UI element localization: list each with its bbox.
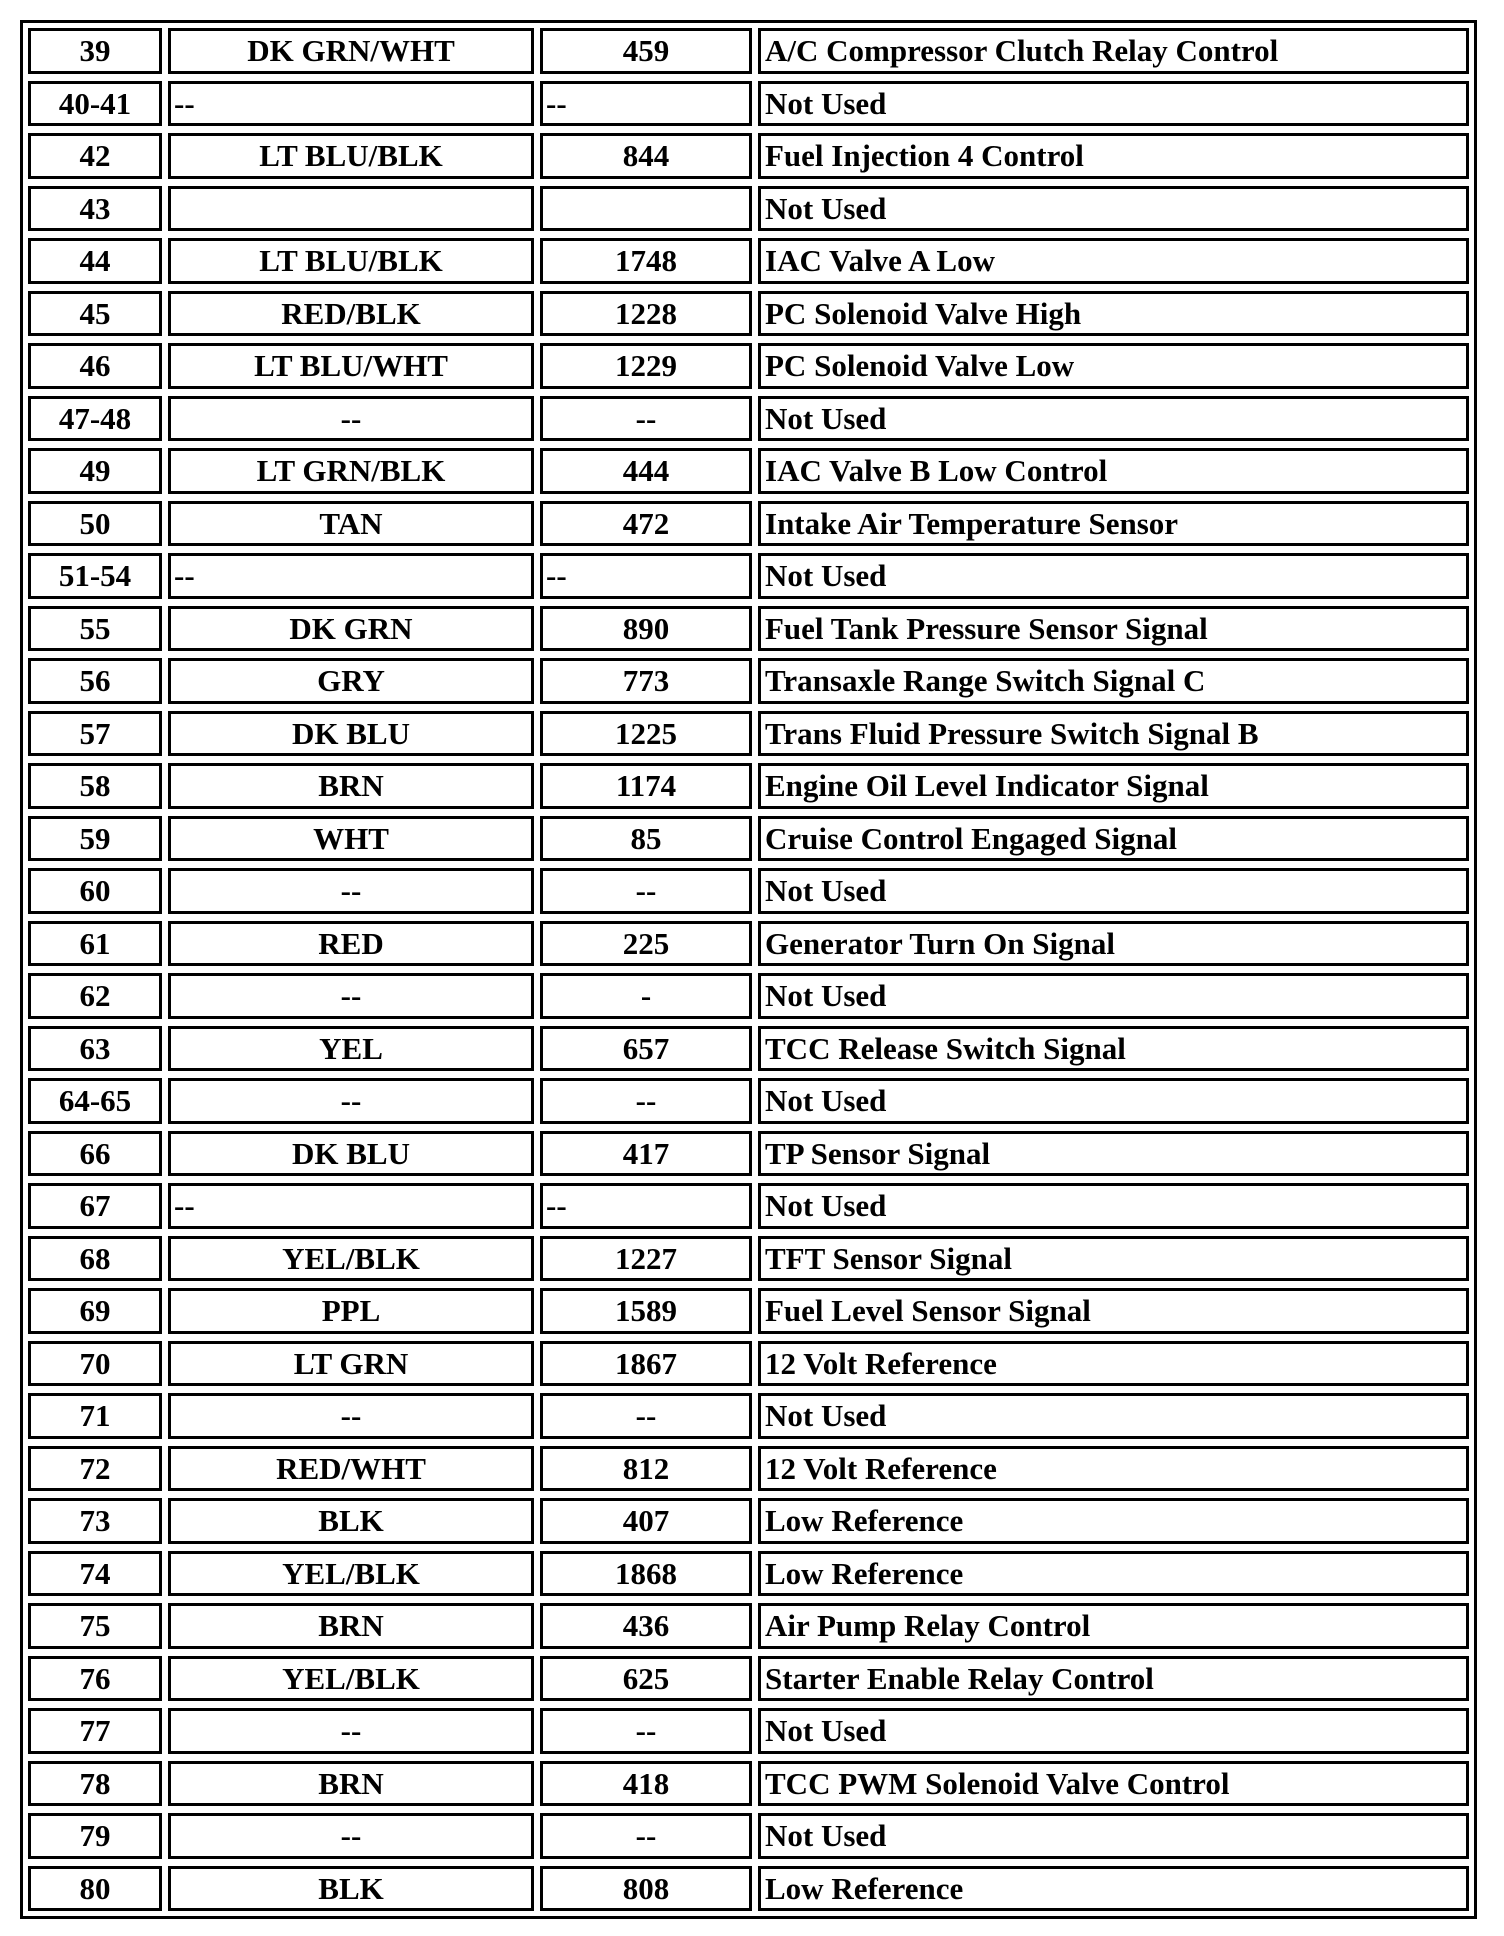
wire-color-cell: LT BLU/BLK <box>168 133 534 179</box>
circuit-number-cell: 1868 <box>540 1551 752 1597</box>
circuit-number-cell <box>540 186 752 232</box>
function-cell: Not Used <box>758 1183 1469 1229</box>
circuit-number-cell: 444 <box>540 448 752 494</box>
wire-color-cell: TAN <box>168 501 534 547</box>
pin-cell: 66 <box>28 1131 162 1177</box>
wire-color-cell: YEL/BLK <box>168 1236 534 1282</box>
circuit-number-cell: 812 <box>540 1446 752 1492</box>
pin-cell: 63 <box>28 1026 162 1072</box>
function-cell: TFT Sensor Signal <box>758 1236 1469 1282</box>
pin-cell: 76 <box>28 1656 162 1702</box>
wire-color-cell: DK BLU <box>168 1131 534 1177</box>
pin-cell: 61 <box>28 921 162 967</box>
function-cell: 12 Volt Reference <box>758 1341 1469 1387</box>
wire-color-cell: LT BLU/WHT <box>168 343 534 389</box>
circuit-number-cell: 890 <box>540 606 752 652</box>
circuit-number-cell: 418 <box>540 1761 752 1807</box>
function-cell: Cruise Control Engaged Signal <box>758 816 1469 862</box>
wire-color-cell: LT GRN/BLK <box>168 448 534 494</box>
wire-color-cell: RED/WHT <box>168 1446 534 1492</box>
function-cell: A/C Compressor Clutch Relay Control <box>758 28 1469 74</box>
circuit-number-cell: 1174 <box>540 763 752 809</box>
function-cell: PC Solenoid Valve Low <box>758 343 1469 389</box>
circuit-number-cell: -- <box>540 1078 752 1124</box>
wire-color-cell: -- <box>168 1078 534 1124</box>
wire-color-cell: -- <box>168 1393 534 1439</box>
function-cell: IAC Valve A Low <box>758 238 1469 284</box>
wire-color-cell: -- <box>168 1708 534 1754</box>
circuit-number-cell: 1589 <box>540 1288 752 1334</box>
circuit-number-cell: -- <box>540 553 752 599</box>
wire-color-cell: DK BLU <box>168 711 534 757</box>
function-cell: Not Used <box>758 973 1469 1019</box>
wire-color-cell: BRN <box>168 763 534 809</box>
pin-cell: 43 <box>28 186 162 232</box>
wire-color-cell: -- <box>168 868 534 914</box>
wire-color-cell: GRY <box>168 658 534 704</box>
wire-color-cell: -- <box>168 81 534 127</box>
wire-color-cell: BRN <box>168 1761 534 1807</box>
function-cell: Transaxle Range Switch Signal C <box>758 658 1469 704</box>
function-cell: Fuel Level Sensor Signal <box>758 1288 1469 1334</box>
circuit-number-cell: -- <box>540 1813 752 1859</box>
circuit-number-cell: 407 <box>540 1498 752 1544</box>
pin-cell: 39 <box>28 28 162 74</box>
function-cell: Fuel Injection 4 Control <box>758 133 1469 179</box>
function-cell: Not Used <box>758 396 1469 442</box>
pin-cell: 57 <box>28 711 162 757</box>
circuit-number-cell: -- <box>540 868 752 914</box>
wire-color-cell: DK GRN <box>168 606 534 652</box>
function-cell: Low Reference <box>758 1866 1469 1912</box>
circuit-number-cell: - <box>540 973 752 1019</box>
pin-cell: 47-48 <box>28 396 162 442</box>
function-cell: TCC Release Switch Signal <box>758 1026 1469 1072</box>
pin-cell: 50 <box>28 501 162 547</box>
function-cell: Not Used <box>758 553 1469 599</box>
pin-cell: 75 <box>28 1603 162 1649</box>
pin-cell: 62 <box>28 973 162 1019</box>
pin-cell: 42 <box>28 133 162 179</box>
pin-cell: 69 <box>28 1288 162 1334</box>
function-cell: Engine Oil Level Indicator Signal <box>758 763 1469 809</box>
pin-cell: 67 <box>28 1183 162 1229</box>
circuit-number-cell: 85 <box>540 816 752 862</box>
circuit-number-cell: 625 <box>540 1656 752 1702</box>
function-cell: Low Reference <box>758 1498 1469 1544</box>
circuit-number-cell: 472 <box>540 501 752 547</box>
pin-cell: 72 <box>28 1446 162 1492</box>
circuit-number-cell: 844 <box>540 133 752 179</box>
pin-cell: 68 <box>28 1236 162 1282</box>
wire-color-cell: YEL/BLK <box>168 1551 534 1597</box>
pin-cell: 60 <box>28 868 162 914</box>
circuit-number-cell: -- <box>540 1708 752 1754</box>
function-cell: Not Used <box>758 186 1469 232</box>
function-cell: Not Used <box>758 868 1469 914</box>
wire-color-cell: LT GRN <box>168 1341 534 1387</box>
pin-cell: 70 <box>28 1341 162 1387</box>
circuit-number-cell: 436 <box>540 1603 752 1649</box>
circuit-number-cell: 1228 <box>540 291 752 337</box>
function-cell: 12 Volt Reference <box>758 1446 1469 1492</box>
circuit-number-cell: 459 <box>540 28 752 74</box>
circuit-number-cell: 417 <box>540 1131 752 1177</box>
function-cell: Low Reference <box>758 1551 1469 1597</box>
function-cell: Not Used <box>758 1813 1469 1859</box>
circuit-number-cell: 1867 <box>540 1341 752 1387</box>
circuit-number-cell: -- <box>540 396 752 442</box>
pin-cell: 45 <box>28 291 162 337</box>
function-cell: Air Pump Relay Control <box>758 1603 1469 1649</box>
function-cell: Not Used <box>758 1393 1469 1439</box>
function-cell: Not Used <box>758 1708 1469 1754</box>
function-cell: TCC PWM Solenoid Valve Control <box>758 1761 1469 1807</box>
wire-color-cell: YEL/BLK <box>168 1656 534 1702</box>
wire-color-cell: -- <box>168 396 534 442</box>
pin-cell: 73 <box>28 1498 162 1544</box>
pin-cell: 78 <box>28 1761 162 1807</box>
wire-color-cell: BRN <box>168 1603 534 1649</box>
function-cell: PC Solenoid Valve High <box>758 291 1469 337</box>
wire-color-cell: PPL <box>168 1288 534 1334</box>
circuit-number-cell: -- <box>540 1183 752 1229</box>
pin-cell: 77 <box>28 1708 162 1754</box>
circuit-number-cell: 808 <box>540 1866 752 1912</box>
function-cell: Generator Turn On Signal <box>758 921 1469 967</box>
wire-color-cell: YEL <box>168 1026 534 1072</box>
wire-color-cell: -- <box>168 1813 534 1859</box>
wire-color-cell: BLK <box>168 1866 534 1912</box>
function-cell: TP Sensor Signal <box>758 1131 1469 1177</box>
circuit-number-cell: 1229 <box>540 343 752 389</box>
wire-color-cell: RED <box>168 921 534 967</box>
circuit-number-cell: 225 <box>540 921 752 967</box>
circuit-number-cell: 657 <box>540 1026 752 1072</box>
wire-color-cell: -- <box>168 973 534 1019</box>
function-cell: Intake Air Temperature Sensor <box>758 501 1469 547</box>
circuit-number-cell: 1227 <box>540 1236 752 1282</box>
function-cell: Not Used <box>758 81 1469 127</box>
wire-color-cell: RED/BLK <box>168 291 534 337</box>
function-cell: Not Used <box>758 1078 1469 1124</box>
pin-cell: 71 <box>28 1393 162 1439</box>
pin-cell: 59 <box>28 816 162 862</box>
pin-cell: 79 <box>28 1813 162 1859</box>
wire-color-cell: DK GRN/WHT <box>168 28 534 74</box>
circuit-number-cell: 1225 <box>540 711 752 757</box>
wire-color-cell <box>168 186 534 232</box>
wire-color-cell: WHT <box>168 816 534 862</box>
circuit-number-cell: -- <box>540 81 752 127</box>
wire-color-cell: LT BLU/BLK <box>168 238 534 284</box>
wire-color-cell: BLK <box>168 1498 534 1544</box>
circuit-number-cell: 773 <box>540 658 752 704</box>
wire-color-cell: -- <box>168 553 534 599</box>
pin-cell: 40-41 <box>28 81 162 127</box>
pinout-grid <box>28 28 1469 1911</box>
pin-cell: 58 <box>28 763 162 809</box>
function-cell: Trans Fluid Pressure Switch Signal B <box>758 711 1469 757</box>
pin-cell: 56 <box>28 658 162 704</box>
pin-cell: 64-65 <box>28 1078 162 1124</box>
function-cell: IAC Valve B Low Control <box>758 448 1469 494</box>
pin-cell: 44 <box>28 238 162 284</box>
pin-cell: 46 <box>28 343 162 389</box>
wire-color-cell: -- <box>168 1183 534 1229</box>
function-cell: Fuel Tank Pressure Sensor Signal <box>758 606 1469 652</box>
function-cell: Starter Enable Relay Control <box>758 1656 1469 1702</box>
pin-cell: 80 <box>28 1866 162 1912</box>
pin-cell: 49 <box>28 448 162 494</box>
pin-cell: 74 <box>28 1551 162 1597</box>
pin-cell: 55 <box>28 606 162 652</box>
circuit-number-cell: -- <box>540 1393 752 1439</box>
circuit-number-cell: 1748 <box>540 238 752 284</box>
pinout-table <box>20 20 1477 1919</box>
pin-cell: 51-54 <box>28 553 162 599</box>
